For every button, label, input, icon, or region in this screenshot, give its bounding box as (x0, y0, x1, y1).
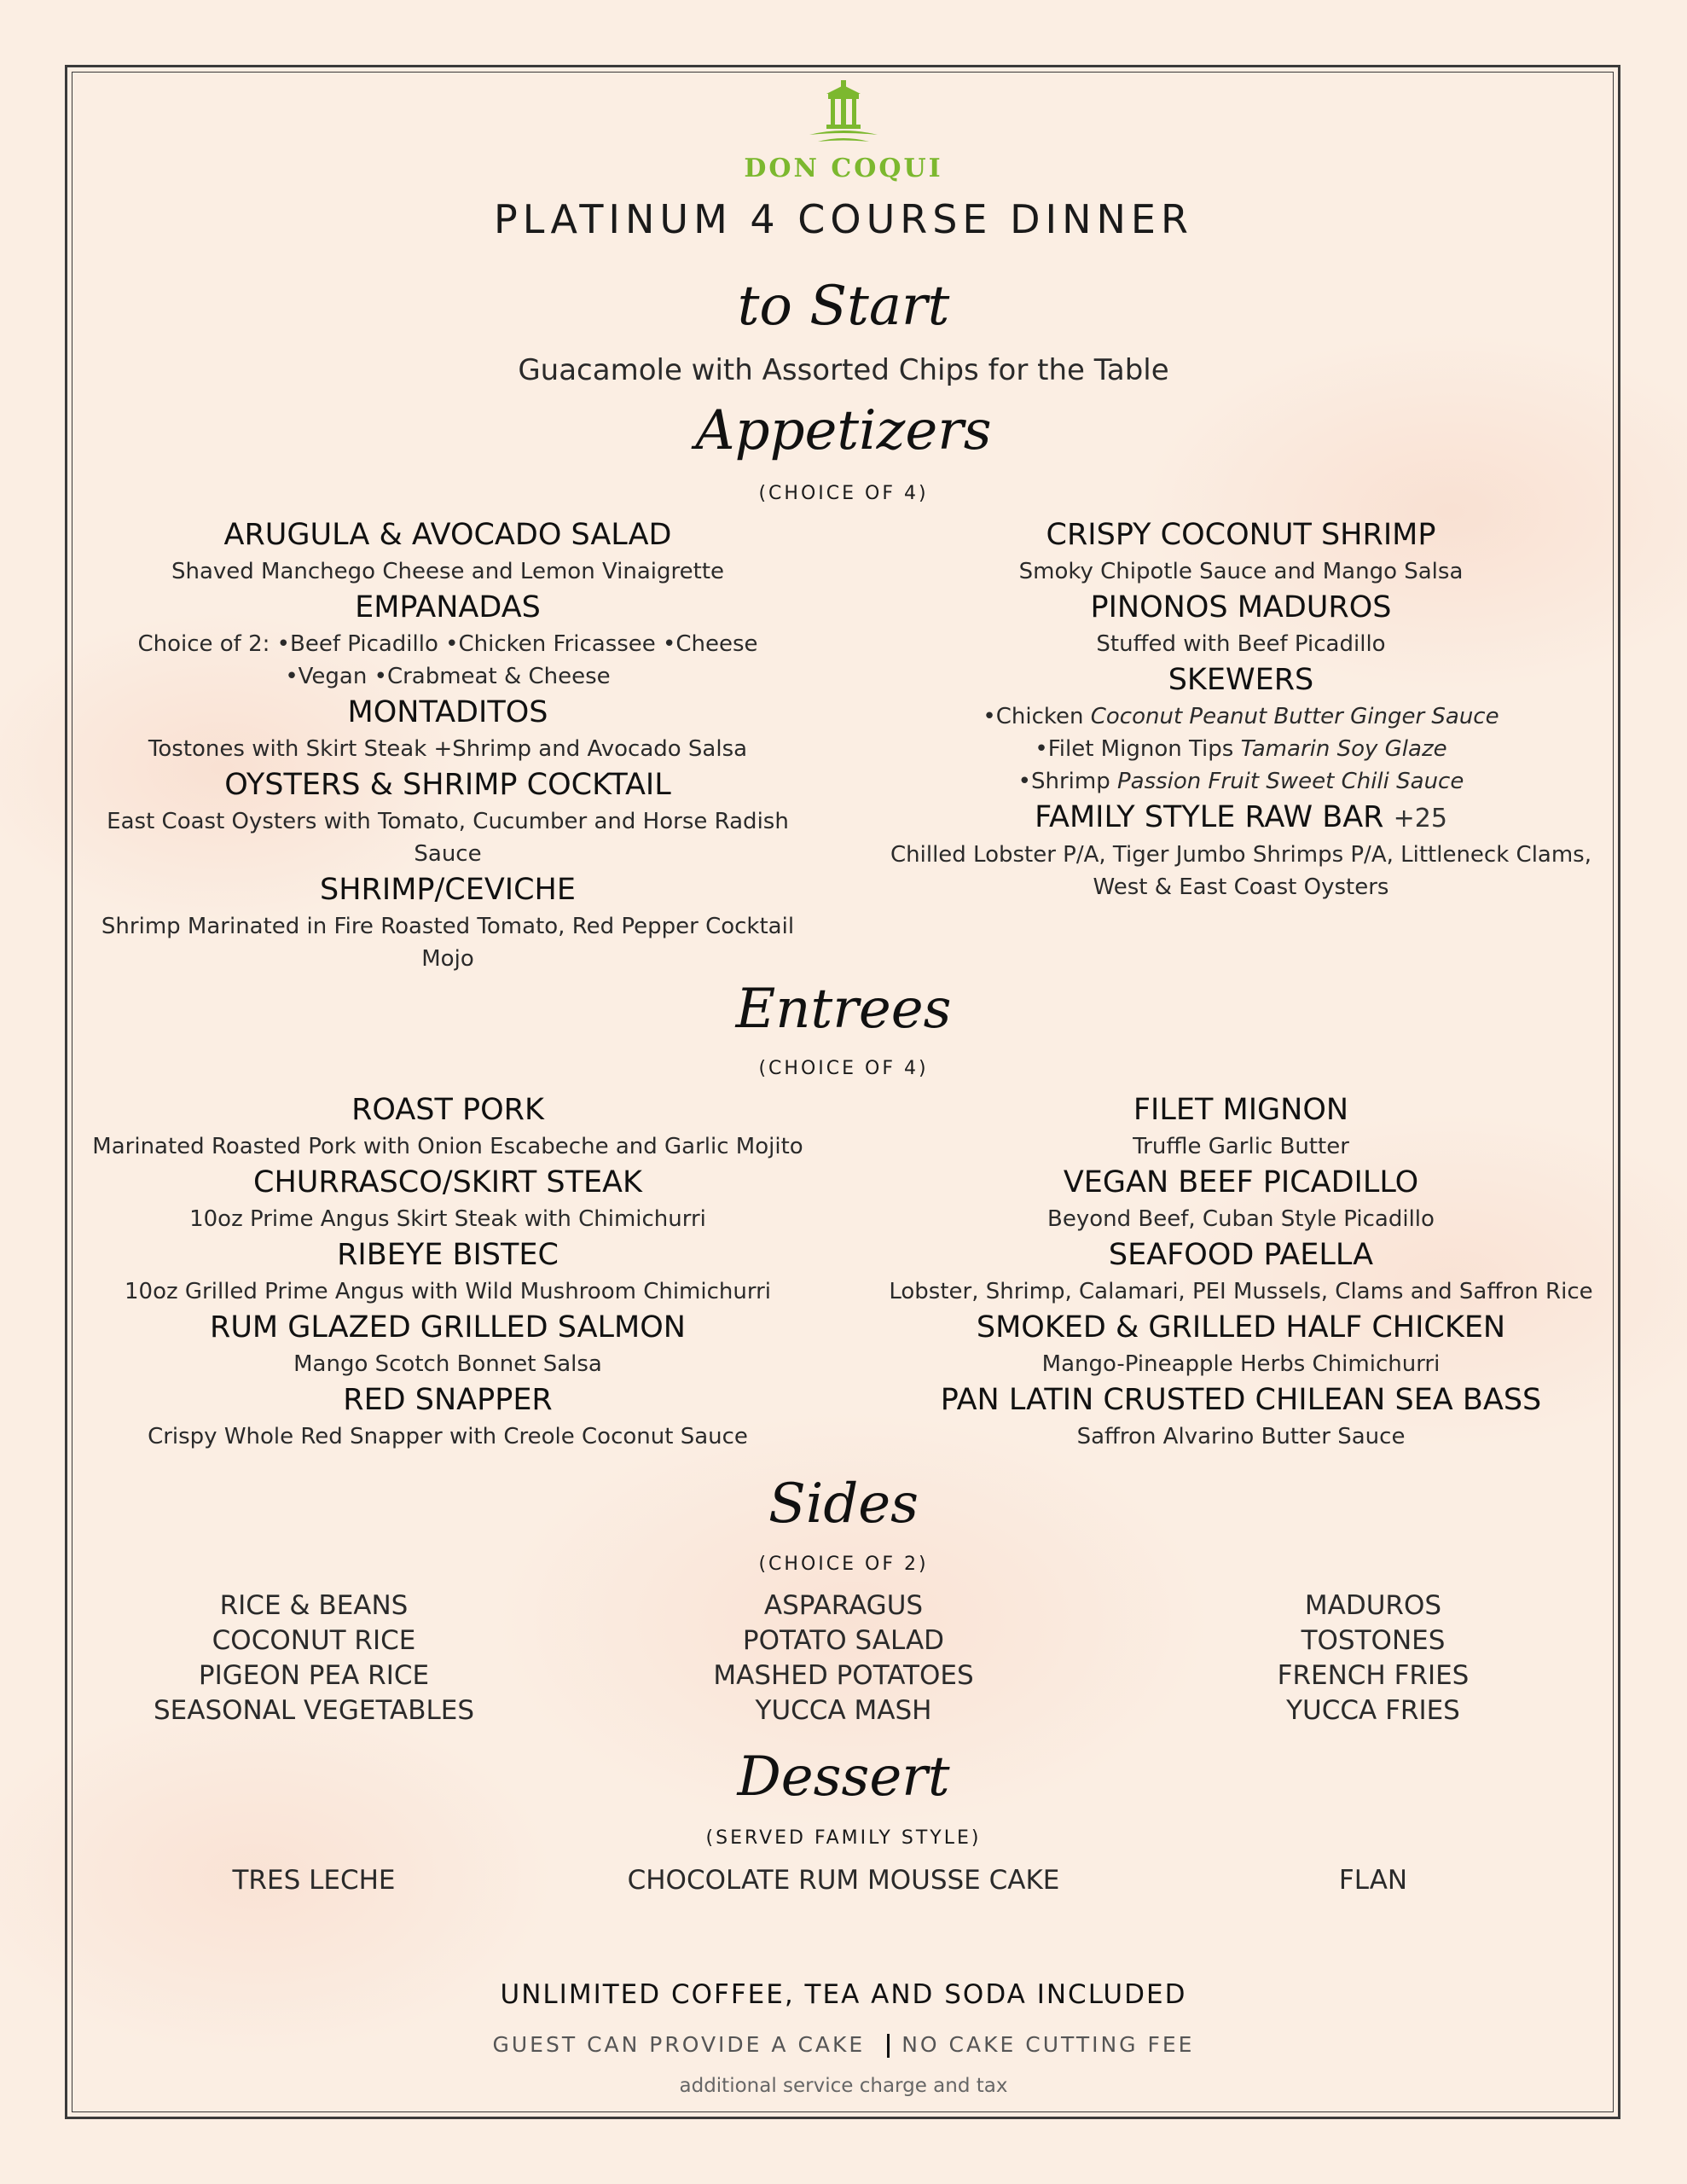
menu-item-title: CRISPY COCONUT SHRIMP (1046, 518, 1436, 552)
menu-item-title: PINONOS MADUROS (1090, 590, 1392, 624)
menu-item (94, 588, 802, 693)
to-start-heading: to Start (737, 275, 950, 338)
menu-item (85, 1090, 810, 1163)
menu-item-name (878, 1380, 1603, 1420)
side-item: YUCCA FRIES (1286, 1695, 1460, 1726)
menu-item (94, 870, 802, 975)
menu-item-name (85, 1380, 810, 1420)
page-title: PLATINUM 4 COURSE DINNER (494, 196, 1193, 242)
menu-item-title: PAN LATIN CRUSTED CHILEAN SEA BASS (940, 1383, 1542, 1417)
menu-item (85, 1308, 810, 1380)
menu-item (878, 798, 1603, 903)
menu-item (878, 1163, 1603, 1235)
dessert-item: CHOCOLATE RUM MOUSSE CAKE (627, 1865, 1060, 1896)
menu-item-title: CHURRASCO/SKIRT STEAK (253, 1165, 642, 1199)
menu-item-title: EMPANADAS (355, 590, 541, 624)
menu-item-description: Mango-Pineapple Herbs Chimichurri (1041, 1351, 1441, 1377)
menu-item-title: SHRIMP/CEVICHE (320, 873, 576, 907)
side-item: TOSTONES (1301, 1625, 1446, 1656)
menu-item-title: OYSTERS & SHRIMP COCKTAIL (224, 768, 671, 802)
cake-fee-text: NO CAKE CUTTING FEE (901, 2032, 1195, 2057)
menu-item-description: •Vegan •Crabmeat & Cheese (285, 664, 611, 689)
footer-tax-note: additional service charge and tax (679, 2075, 1008, 2097)
menu-item-name (878, 588, 1603, 628)
skewer-sauce: Coconut Peanut Butter Ginger Sauce (1090, 704, 1499, 729)
menu-item-name (94, 693, 802, 733)
cake-provide-text: GUEST CAN PROVIDE A CAKE (492, 2032, 866, 2057)
appetizers-left-column (94, 515, 802, 975)
skewer-sauce: Tamarin Soy Glaze (1240, 736, 1447, 762)
menu-item-name (878, 1235, 1603, 1275)
skewer-option (878, 700, 1603, 733)
entrees-right-column (878, 1090, 1603, 1453)
menu-item-name (85, 1235, 810, 1275)
menu-item-description: 10oz Grilled Prime Angus with Wild Mushroom Chimichurri (125, 1279, 771, 1304)
side-item: FRENCH FRIES (1277, 1660, 1470, 1691)
menu-item-name (878, 660, 1603, 700)
menu-item-description: Mango Scotch Bonnet Salsa (293, 1351, 602, 1377)
appetizers-heading: Appetizers (695, 399, 992, 462)
side-item: MADUROS (1304, 1590, 1442, 1621)
side-item: MASHED POTATOES (713, 1660, 974, 1691)
sides-choice: (CHOICE OF 2) (758, 1554, 929, 1575)
menu-item-name (85, 1308, 810, 1348)
menu-item-name (878, 1163, 1603, 1203)
menu-item-name (878, 1090, 1603, 1130)
menu-item-description: Stuffed with Beef Picadillo (1096, 631, 1386, 657)
side-item: COCONUT RICE (212, 1625, 416, 1656)
menu-item-title: RIBEYE BISTEC (337, 1238, 559, 1272)
dessert-heading: Dessert (737, 1745, 950, 1809)
menu-item-description: West & East Coast Oysters (1093, 874, 1389, 900)
menu-item-description: Mojo (421, 946, 474, 972)
menu-item-title: VEGAN BEEF PICADILLO (1063, 1165, 1419, 1199)
side-item: PIGEON PEA RICE (198, 1660, 430, 1691)
appetizers-choice: (CHOICE OF 4) (758, 483, 929, 504)
menu-item-name (94, 515, 802, 555)
menu-item (85, 1235, 810, 1308)
menu-item-title: ARUGULA & AVOCADO SALAD (223, 518, 672, 552)
brand-name: DON COQUI (744, 154, 943, 183)
menu-item (878, 515, 1603, 588)
menu-item-title: ROAST PORK (351, 1093, 544, 1127)
skewer-sauce: Passion Fruit Sweet Chili Sauce (1116, 769, 1464, 794)
menu-item (85, 1163, 810, 1235)
entrees-left-column (85, 1090, 810, 1453)
sides-column-3 (1151, 1589, 1595, 1728)
menu-item-description: Chilled Lobster P/A, Tiger Jumbo Shrimps P/A, Littleneck Clams, (890, 842, 1591, 868)
footer-included-note: UNLIMITED COFFEE, TEA AND SODA INCLUDED (500, 1979, 1187, 2010)
menu-item-description: Choice of 2: •Beef Picadillo •Chicken Fricassee •Cheese (137, 631, 758, 657)
menu-item (94, 765, 802, 870)
menu-item-description: Shaved Manchego Cheese and Lemon Vinaigrette (171, 559, 725, 584)
menu-item-description: Smoky Chipotle Sauce and Mango Salsa (1018, 559, 1464, 584)
side-item: POTATO SALAD (742, 1625, 945, 1656)
menu-item (878, 1308, 1603, 1380)
menu-item-name (878, 515, 1603, 555)
menu-item-name (85, 1090, 810, 1130)
menu-item-price: +25 (1393, 804, 1447, 834)
menu-item (878, 1090, 1603, 1163)
menu-item-title: SKEWERS (1168, 663, 1314, 697)
skewer-option (878, 765, 1603, 798)
menu-item-title: MONTADITOS (347, 695, 548, 729)
menu-item (878, 1380, 1603, 1453)
gazebo-logo-icon (792, 78, 895, 155)
menu-item-title: SMOKED & GRILLED HALF CHICKEN (976, 1310, 1506, 1345)
menu-item (878, 588, 1603, 660)
menu-item-description: Saffron Alvarino Butter Sauce (1076, 1424, 1406, 1449)
skewer-item: •Filet Mignon Tips (1035, 736, 1234, 762)
menu-item-description: Beyond Beef, Cuban Style Picadillo (1047, 1206, 1435, 1232)
menu-item-name (94, 765, 802, 805)
menu-item-name (878, 798, 1603, 839)
side-item: YUCCA MASH (755, 1695, 932, 1726)
skewer-item: •Shrimp (1017, 769, 1110, 794)
menu-item-name (85, 1163, 810, 1203)
dessert-choice: (SERVED FAMILY STYLE) (705, 1827, 982, 1849)
to-start-text: Guacamole with Assorted Chips for the Table (518, 353, 1169, 387)
sides-column-2 (622, 1589, 1065, 1728)
menu-item-description: 10oz Prime Angus Skirt Steak with Chimichurri (189, 1206, 706, 1232)
dessert-item: FLAN (1338, 1865, 1408, 1896)
menu-item-title: FAMILY STYLE RAW BAR (1035, 800, 1384, 834)
skewer-option (878, 733, 1603, 765)
menu-item-description: Crispy Whole Red Snapper with Creole Coconut Sauce (148, 1424, 748, 1449)
menu-item (94, 693, 802, 765)
menu-item-description: Tostones with Skirt Steak +Shrimp and Avocado Salsa (148, 736, 748, 762)
menu-item-name (878, 1308, 1603, 1348)
menu-item-description: Marinated Roasted Pork with Onion Escabeche and Garlic Mojito (92, 1134, 803, 1159)
menu-item-description: East Coast Oysters with Tomato, Cucumber and Horse Radish (107, 809, 789, 834)
side-item: RICE & BEANS (219, 1590, 409, 1621)
menu-item (878, 660, 1603, 798)
menu-item-description: Truffle Garlic Butter (1133, 1134, 1349, 1159)
menu-item-title: FILET MIGNON (1133, 1093, 1349, 1127)
entrees-choice: (CHOICE OF 4) (758, 1058, 929, 1079)
menu-item-title: RED SNAPPER (343, 1383, 553, 1417)
skewer-item: •Chicken (983, 704, 1084, 729)
menu-item (85, 1380, 810, 1453)
menu-item-title: SEAFOOD PAELLA (1108, 1238, 1374, 1272)
side-item: ASPARAGUS (763, 1590, 924, 1621)
menu-item-description: Sauce (414, 841, 482, 867)
footer-cake-note (0, 2032, 1687, 2058)
menu-item-name (94, 870, 802, 910)
dessert-item: TRES LECHE (232, 1865, 396, 1896)
sides-heading: Sides (768, 1472, 919, 1536)
entrees-heading: Entrees (735, 978, 952, 1041)
menu-item (94, 515, 802, 588)
sides-column-1 (92, 1589, 536, 1728)
menu-item-description: Shrimp Marinated in Fire Roasted Tomato, Red Pepper Cocktail (101, 914, 795, 939)
menu-item-name (94, 588, 802, 628)
divider (887, 2034, 890, 2058)
side-item: SEASONAL VEGETABLES (153, 1695, 474, 1726)
menu-item-title: RUM GLAZED GRILLED SALMON (210, 1310, 686, 1345)
menu-item (878, 1235, 1603, 1308)
menu-item-description: Lobster, Shrimp, Calamari, PEI Mussels, Clams and Saffron Rice (889, 1279, 1593, 1304)
appetizers-right-column (878, 515, 1603, 903)
